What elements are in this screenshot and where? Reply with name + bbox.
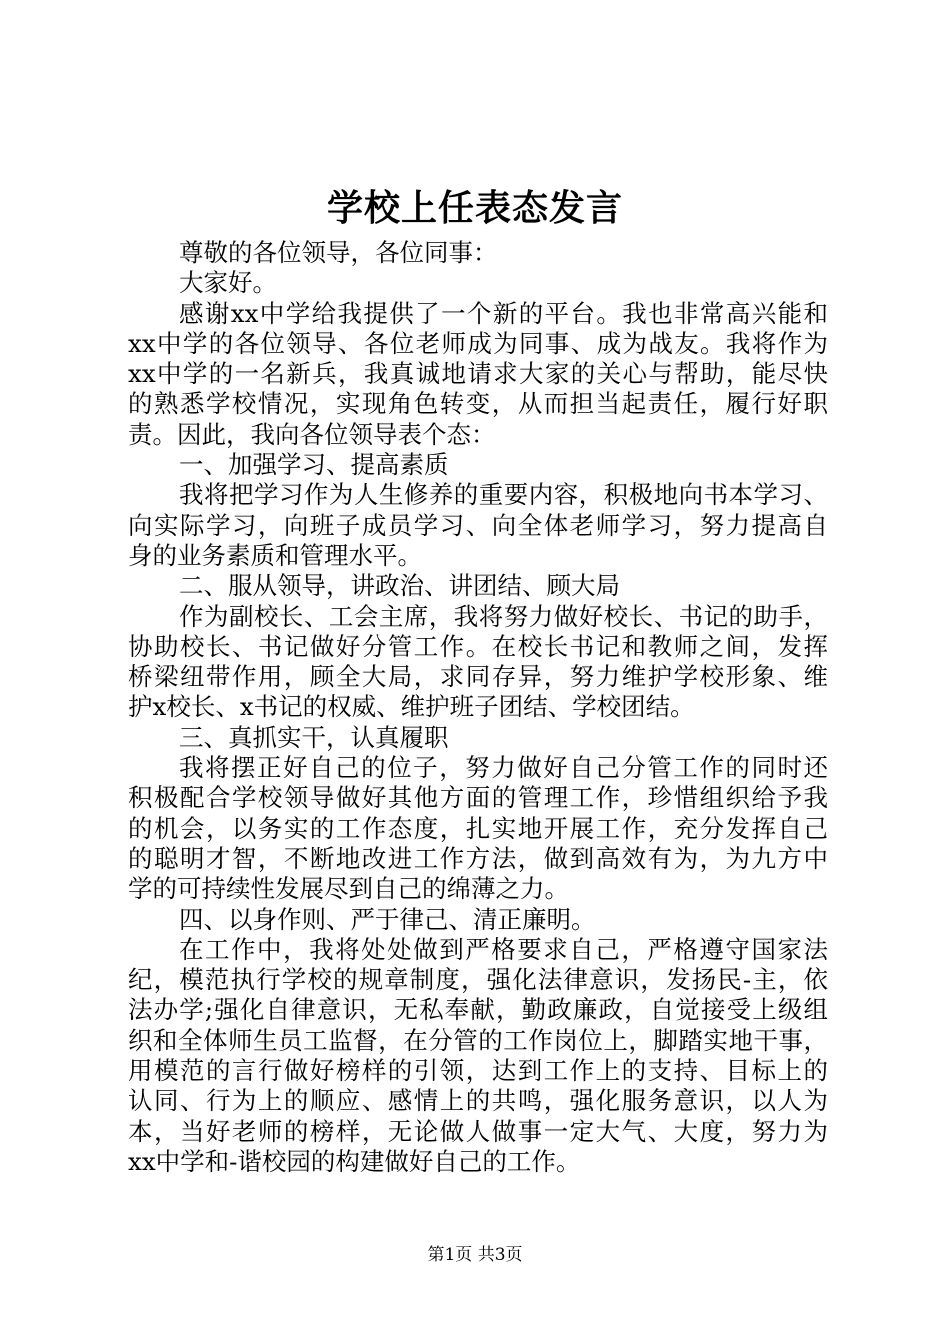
text-line: 积极配合学校领导做好其他方面的管理工作，珍惜组织给予我 (128, 783, 828, 813)
text-line: xx中学和-谐校园的构建做好自己的工作。 (128, 1146, 581, 1176)
text-line: 大家好。 (179, 268, 277, 298)
text-line: 用模范的言行做好榜样的引领，达到工作上的支持、目标上的 (128, 1056, 828, 1086)
text-line: 的机会，以务实的工作态度，扎实地开展工作，充分发挥自己 (128, 813, 828, 843)
text-line: 一、加强学习、提高素质 (179, 450, 449, 480)
text-line: 向实际学习，向班子成员学习、向全体老师学习，努力提高自 (128, 510, 828, 540)
text-line: 在工作中，我将处处做到严格要求自己，严格遵守国家法 (179, 934, 828, 964)
text-line: 我将把学习作为人生修养的重要内容，积极地向书本学习、 (179, 480, 828, 510)
text-line: 的熟悉学校情况，实现角色转变，从而担当起责任，履行好职 (128, 389, 828, 419)
text-line: 法办学;强化自律意识，无私奉献，勤政廉政，自觉接受上级组 (128, 995, 828, 1025)
text-line: 我将摆正好自己的位子，努力做好自己分管工作的同时还 (179, 753, 828, 783)
text-line: 学的可持续性发展尽到自己的绵薄之力。 (128, 874, 569, 904)
text-line: 本，当好老师的榜样，无论做人做事一定大气、大度，努力为 (128, 1116, 828, 1146)
document-body (128, 238, 828, 1177)
text-line: 责。因此，我向各位领导表个态： (128, 419, 496, 449)
text-line: xx中学的一名新兵，我真诚地请求大家的关心与帮助，能尽快 (128, 359, 828, 389)
text-line: 纪，模范执行学校的规章制度，强化法律意识，发扬民-主，依 (128, 965, 828, 995)
page-footer: 第1页 共3页 (427, 1245, 523, 1265)
text-line: 尊敬的各位领导，各位同事： (179, 238, 498, 267)
text-line: 的聪明才智，不断地改进工作方法，做到高效有为，为九方中 (128, 843, 828, 873)
text-line: 四、以身作则、严于律己、清正廉明。 (179, 904, 596, 934)
text-line: 织和全体师生员工监督，在分管的工作岗位上，脚踏实地干事， (128, 1025, 828, 1055)
text-line: 感谢xx中学给我提供了一个新的平台。我也非常高兴能和 (179, 298, 828, 328)
text-line: 桥梁纽带作用，顾全大局，求同存异，努力维护学校形象、维 (128, 662, 828, 692)
text-line: 认同、行为上的顺应、感情上的共鸣，强化服务意识，以人为 (128, 1086, 828, 1116)
text-line: xx中学的各位领导、各位老师成为同事、成为战友。我将作为 (128, 328, 828, 358)
text-line: 身的业务素质和管理水平。 (128, 540, 422, 570)
text-line: 二、服从领导，讲政治、讲团结、顾大局 (179, 571, 620, 601)
text-line: 作为副校长、工会主席，我将努力做好校长、书记的助手， (179, 601, 828, 631)
text-line: 三、真抓实干，认真履职 (179, 722, 449, 752)
text-line: 护x校长、x书记的权威、维护班子团结、学校团结。 (128, 692, 695, 722)
text-line: 协助校长、书记做好分管工作。在校长书记和教师之间，发挥 (128, 631, 828, 661)
document-title: 学校上任表态发言 (326, 187, 623, 229)
